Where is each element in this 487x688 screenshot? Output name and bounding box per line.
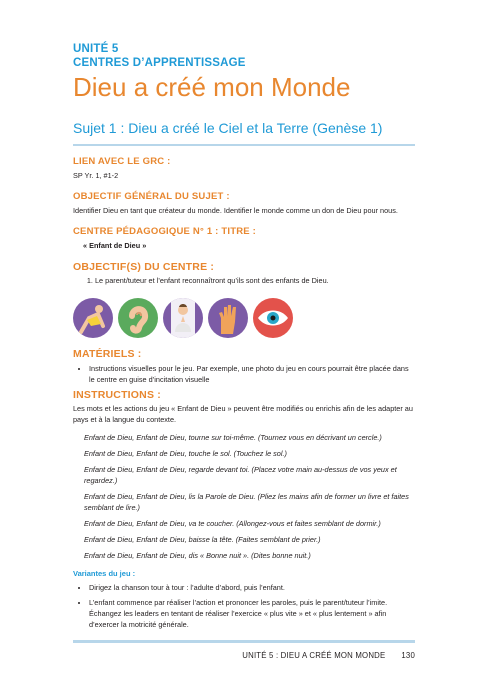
objectif-general-heading: OBJECTIF GÉNÉRAL DU SUJET : xyxy=(73,190,230,202)
game-line: Enfant de Dieu, Enfant de Dieu, tourne sur toi-même. (Tournez vous en décrivant un cercle.) xyxy=(84,432,382,442)
game-line: Enfant de Dieu, Enfant de Dieu, lis la Parole de Dieu. (Pliez les mains afin de former un livre et faites semblant de lire.) xyxy=(84,491,409,512)
page-content xyxy=(73,42,415,634)
instructions-heading: INSTRUCTIONS : xyxy=(73,388,161,401)
page-number: 130 xyxy=(401,651,415,660)
page-footer xyxy=(73,640,415,660)
lien-heading: LIEN AVEC LE GRC : xyxy=(73,155,171,167)
materiels-list xyxy=(73,363,415,385)
ear-icon xyxy=(118,298,158,338)
game-line: Enfant de Dieu, Enfant de Dieu, touche le sol. (Touchez le sol.) xyxy=(84,448,287,458)
game-line: Enfant de Dieu, Enfant de Dieu, va te coucher. (Allongez-vous et faites semblant de dormir.) xyxy=(84,518,381,528)
game-line: Enfant de Dieu, Enfant de Dieu, baisse la tête. (Faites semblant de prier.) xyxy=(84,534,321,544)
instructions-intro: Les mots et les actions du jeu « Enfant de Dieu » peuvent être modifiés ou enrichis afin de les adapter au pays et à la langue du contexte. xyxy=(73,403,413,424)
activity-icons xyxy=(73,298,415,338)
game-line: Enfant de Dieu, Enfant de Dieu, regarde devant toi. (Placez votre main au-dessus de vos yeux et regardez.) xyxy=(84,464,397,485)
list-item: 1. Le parent/tuteur et l’enfant reconnaîtront qu’ils sont des enfants de Dieu. xyxy=(95,275,415,286)
centre-title: « Enfant de Dieu » xyxy=(83,240,147,250)
hand-icon xyxy=(208,298,248,338)
materiels-heading: MATÉRIELS : xyxy=(73,347,142,360)
variantes-heading: Variantes du jeu : xyxy=(73,568,136,578)
lien-text: SP Yr. 1, #1-2 xyxy=(73,170,119,180)
objectifs-list xyxy=(73,275,415,286)
centres-label: CENTRES D’APPRENTISSAGE xyxy=(73,57,246,69)
praying-child-icon xyxy=(163,298,203,338)
centre-heading: CENTRE PÉDAGOGIQUE N° 1 : TITRE : xyxy=(73,225,256,237)
unit-label: UNITÉ 5 xyxy=(73,43,119,55)
list-item: • Dirigez la chanson tour à tour : l’adulte d’abord, puis l’enfant. xyxy=(89,582,415,593)
list-item: • Instructions visuelles pour le jeu. Par exemple, une photo du jeu en cours pourrait être placée dans le centre en guise d’incitation visuelle xyxy=(89,363,415,385)
game-line: Enfant de Dieu, Enfant de Dieu, dis « Bonne nuit ». (Dites bonne nuit.) xyxy=(84,550,311,560)
footer-label: UNITÉ 5 : DIEU A CRÉÉ MON MONDE xyxy=(242,651,386,660)
list-item: • L’enfant commence par réaliser l’action et prononcer les paroles, puis le parent/tuteur l’imite. Échangez les leaders en tentant de réaliser l’exercice « plus vite » et « plus lentement » afin d’exercer la motricité générale. xyxy=(89,597,415,630)
footer-divider xyxy=(73,640,415,643)
objectif-general-text: Identifier Dieu en tant que créateur du monde. Identifier le monde comme un don de Dieu pour nous. xyxy=(73,205,398,215)
page-title: Dieu a créé mon Monde xyxy=(73,72,351,102)
eye-icon xyxy=(253,298,293,338)
variantes-list xyxy=(73,582,415,630)
objectifs-centre-heading: OBJECTIF(S) DU CENTRE : xyxy=(73,260,215,273)
stretching-child-icon xyxy=(73,298,113,338)
subject-title: Sujet 1 : Dieu a créé le Ciel et la Terre (Genèse 1) xyxy=(73,120,383,136)
footer-text xyxy=(73,651,415,660)
title-divider xyxy=(73,144,415,146)
